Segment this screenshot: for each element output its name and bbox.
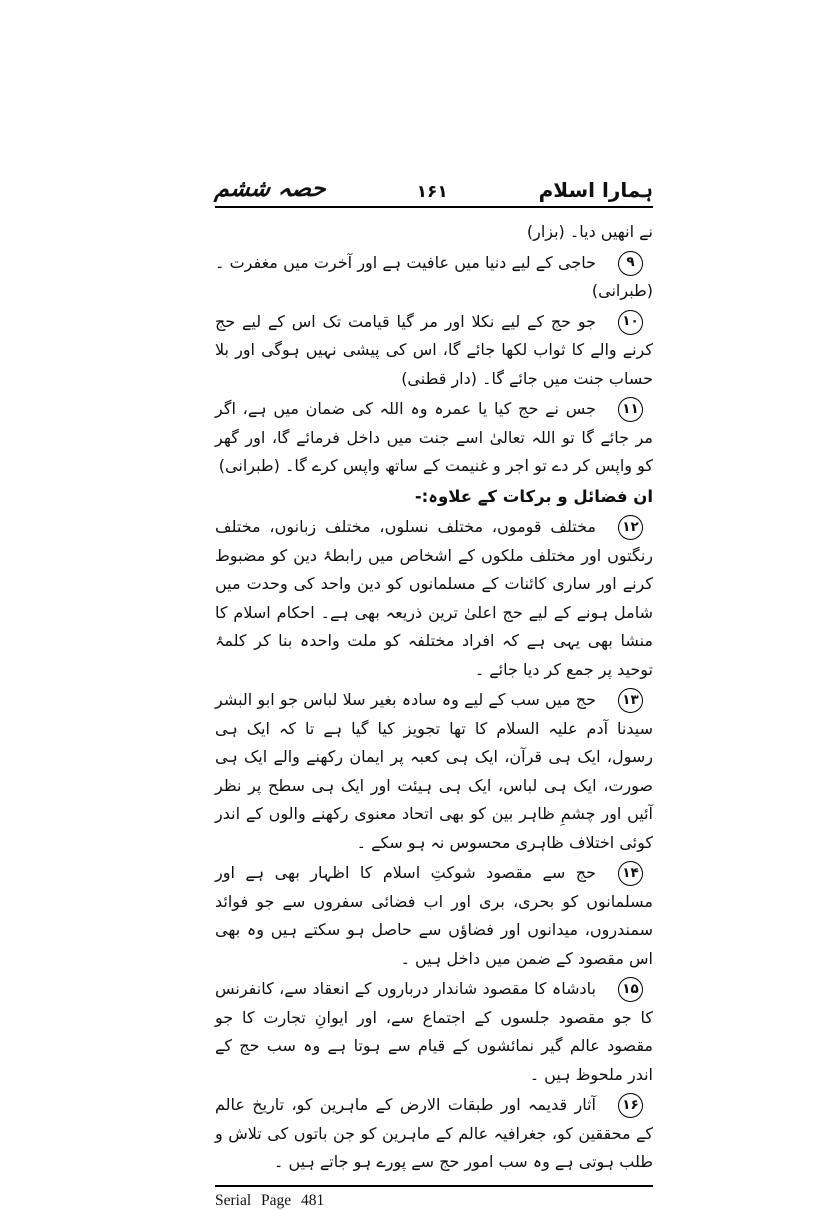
hadith-item-10 — [215, 308, 653, 394]
section-heading: ان فضائل و برکات کے علاوہ:- — [414, 486, 653, 506]
item-number-badge: ۱۱ — [618, 397, 643, 422]
hadith-item-9 — [215, 249, 653, 306]
benefit-item-14 — [215, 859, 653, 973]
item-text: بادشاہ کا مقصود شاندار درباروں کے انعقاد سے، کانفرنس کا جو مقصود جلسوں کے اجتماع سے، اور ایوانِ تجارت کا جو مقصود عالم گیر نمائشوں کے قیام سے ہوتا ہے وہ سب حج کے اندر ملحوظ ہیں ۔ — [215, 979, 653, 1084]
item-number-badge: ۹ — [618, 251, 643, 276]
book-title: ہمارا اسلام — [538, 178, 653, 202]
item-number-badge: ۱۳ — [618, 688, 643, 713]
page-content — [215, 176, 653, 1210]
item-text: جو حج کے لیے نکلا اور مر گیا قیامت تک اس کے لیے حج کرنے والے کا ثواب لکھا جائے گا، اس کی پیشی نہیں ہوگی اور بلا حساب جنت میں جائے گا۔ (دار قطنی) — [215, 311, 653, 388]
serial-page-label: Serial Page 481 — [215, 1191, 325, 1209]
benefit-item-13 — [215, 686, 653, 857]
item-number-badge: ۱۵ — [618, 977, 643, 1002]
item-number-badge: ۱۴ — [618, 861, 643, 886]
page-header — [215, 176, 653, 208]
item-number-badge: ۱۲ — [618, 515, 643, 540]
item-text: حج میں سب کے لیے وہ سادہ بغیر سلا لباس جو ابو البشر سیدنا آدم علیہ السلام کا تھا تجویز کیا گیا ہے تا کہ ایک ہی رسول، ایک ہی قرآن، ایک ہی کعبہ پر ایمان رکھنے والے ایک ہی صورت، ایک ہی لباس، ایک ہی ہیئت اور ایک ہی سطح پر نظر آئیں اور چشمِ ظاہر بین کو بھی اتحاد معنوی رکھنے والوں کے اندر کوئی اختلاف ظاہری محسوس نہ ہو سکے ۔ — [215, 690, 653, 852]
item-text: حج سے مقصود شوکتِ اسلام کا اظہار بھی ہے اور مسلمانوں کو بحری، بری اور اب فضائی سفروں سے جو فوائد سمندروں، میدانوں اور فضاؤں سے حاصل ہو سکتے ہیں وہ بھی اس مقصود کے ضمن میں داخل ہیں ۔ — [215, 863, 653, 968]
hadith-item-11 — [215, 395, 653, 481]
page-footer — [215, 1185, 653, 1210]
benefit-item-12 — [215, 513, 653, 684]
item-text: حاجی کے لیے دنیا میں عافیت ہے اور آخرت میں مغفرت ۔ (طبرانی) — [215, 252, 653, 300]
part-title: حصہ ششم — [213, 176, 328, 202]
item-number-badge: ۱۶ — [618, 1093, 643, 1118]
page-number: ۱۶۱ — [416, 182, 448, 202]
item-number-badge: ۱۰ — [618, 310, 643, 335]
continuation-line: نے انھیں دیا۔ (بزار) — [526, 222, 653, 241]
item-text: جس نے حج کیا یا عمرہ وہ اللہ کی ضمان میں ہے، اگر مر جائے گا تو اللہ تعالیٰ اسے جنت میں داخل فرمائے گا، اور گھر کو واپس کر دے تو اجر و غنیمت کے ساتھ واپس کرے گا۔ (طبرانی) — [215, 399, 653, 475]
item-text: مختلف قوموں، مختلف نسلوں، مختلف زبانوں، مختلف رنگتوں اور مختلف ملکوں کے اشخاص میں رابطۂ دین کو مضبوط کرنے اور ساری کائنات کے مسلمانوں کو دین واحد کی وحدت میں شامل ہونے کے لیے حج اعلیٰ ترین ذریعہ بھی ہے۔ احکام اسلام کا منشا بھی یہی ہے کہ افراد مختلفہ کو ملت واحدہ بنا کر کلمۂ توحید پر جمع کر دیا جائے ۔ — [215, 517, 653, 679]
item-text: آثار قدیمہ اور طبقات الارض کے ماہرین کو، تاریخ عالم کے محققین کو، جغرافیہ عالم کے ماہرین کو جن باتوں کی تلاش و طلب ہوتی ہے وہ سب امور حج سے پورے ہو جاتے ہیں ۔ — [215, 1095, 653, 1171]
body-text — [215, 218, 653, 1177]
benefit-item-16 — [215, 1091, 653, 1177]
benefit-item-15 — [215, 975, 653, 1089]
